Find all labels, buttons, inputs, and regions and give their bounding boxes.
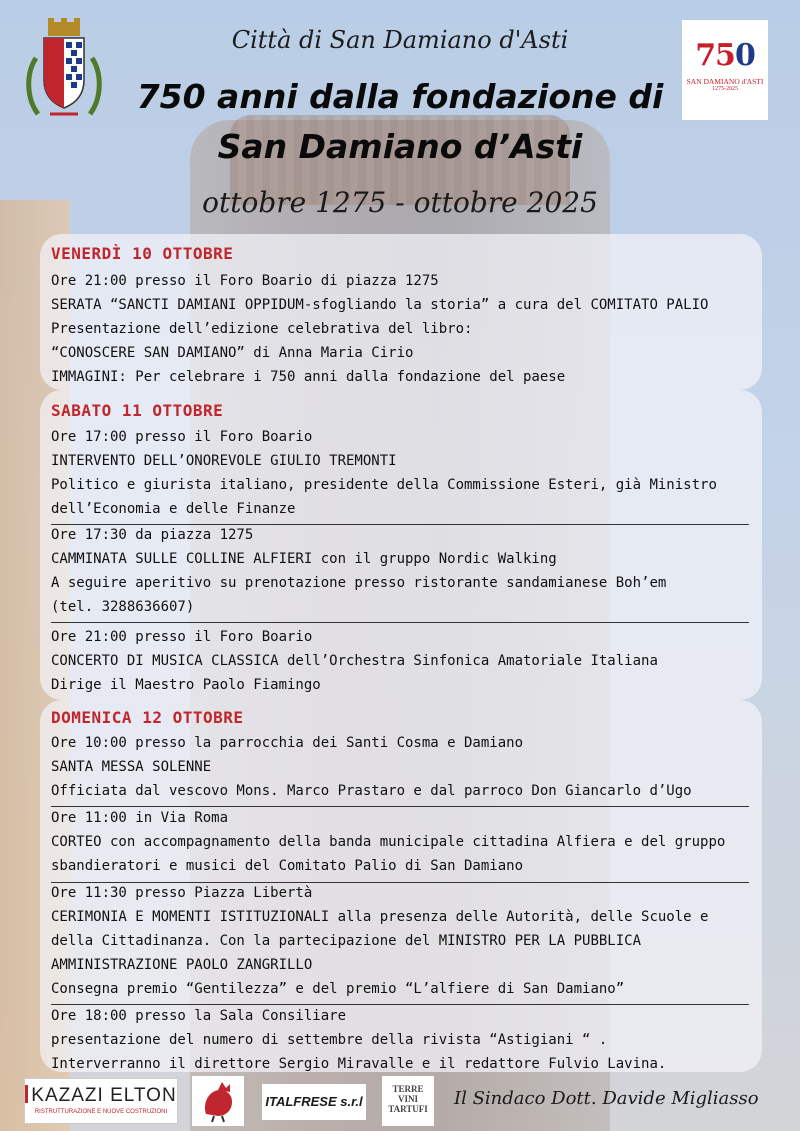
sponsor4-name: TERRE VINI TARTUFI (388, 1084, 428, 1114)
sponsor1-subtitle: RISTRUTTURAZIONE E NUOVE COSTRUZIONI (34, 1109, 168, 1115)
event-line: AMMINISTRAZIONE PAOLO ZANGRILLO (51, 957, 313, 973)
event-line: Ore 21:00 presso il Foro Boario (51, 629, 313, 645)
event-line: A seguire aperitivo su prenotazione presso ristorante sandamianese Boh’em (51, 575, 667, 591)
date-range: ottobre 1275 - ottobre 2025 (202, 186, 598, 219)
event-line: CAMMINATA SULLE COLLINE ALFIERI con il gruppo Nordic Walking (51, 551, 557, 567)
event-divider (51, 524, 749, 525)
page-title (100, 72, 700, 172)
sponsor-terre-vini-tartufi-logo (382, 1076, 434, 1126)
event-line: (tel. 3288636607) (51, 599, 195, 615)
logo-line1: SAN DAMIANO d'ASTI (686, 77, 764, 86)
title-line-2: San Damiano d’Asti (217, 127, 583, 166)
event-divider (51, 622, 749, 623)
day-title: VENERDÌ 10 OTTOBRE (51, 244, 234, 263)
logo-number-zero: 0 (734, 38, 755, 73)
event-divider (51, 882, 749, 883)
event-line: Politico e giurista italiano, presidente della Commissione Esteri, già Ministro (51, 477, 717, 493)
sponsor1-name: KAZAZI ELTON (31, 1085, 177, 1106)
mayor-signature: Il Sindaco Dott. Davide Migliasso (454, 1088, 759, 1109)
sponsor3-name: ITALFRESE s.r.l (265, 1094, 363, 1109)
event-divider (51, 806, 749, 807)
day-title: SABATO 11 OTTOBRE (51, 401, 224, 420)
event-line: Ore 11:30 presso Piazza Libertà (51, 885, 313, 901)
event-line: CORTEO con accompagnamento della banda municipale cittadina Alfiera e del gruppo (51, 834, 726, 850)
event-line: Officiata dal vescovo Mons. Marco Prastaro e dal parroco Don Giancarlo d’Ugo (51, 783, 692, 799)
day-title: DOMENICA 12 OTTOBRE (51, 708, 244, 727)
title-line-1: 750 anni dalla fondazione di (136, 77, 664, 116)
event-line: Ore 10:00 presso la parrocchia dei Santi Cosma e Damiano (51, 735, 524, 751)
event-line: Ore 18:00 presso la Sala Consiliare (51, 1008, 347, 1024)
sponsor-kazazi-logo (24, 1078, 178, 1124)
event-line: della Cittadinanza. Con la partecipazione del MINISTRO PER LA PUBBLICA (51, 933, 642, 949)
event-line: dell’Economia e delle Finanze (51, 501, 296, 517)
logo-number: 75 (695, 38, 735, 73)
event-line: CERIMONIA E MOMENTI ISTITUZIONALI alla presenza delle Autorità, delle Scuole e (51, 909, 709, 925)
event-line: Ore 17:30 da piazza 1275 (51, 527, 254, 543)
event-line: SERATA “SANCTI DAMIANI OPPIDUM-sfogliando la storia” a cura del COMITATO PALIO (51, 297, 709, 313)
rooster-icon (192, 1076, 244, 1126)
event-line: IMMAGINI: Per celebrare i 750 anni dalla fondazione del paese (51, 369, 566, 385)
sponsor-bar (0, 1074, 800, 1131)
event-line: CONCERTO DI MUSICA CLASSICA dell’Orchestra Sinfonica Amatoriale Italiana (51, 653, 658, 669)
event-line: Ore 11:00 in Via Roma (51, 810, 229, 826)
event-line: Interverranno il direttore Sergio Miravalle e il redattore Fulvio Lavina. (51, 1056, 667, 1072)
city-name: Città di San Damiano d'Asti (231, 26, 569, 54)
event-line: Ore 17:00 presso il Foro Boario (51, 429, 313, 445)
event-line: Consegna premio “Gentilezza” e del premio “L’alfiere di San Damiano” (51, 981, 625, 997)
event-line: sbandieratori e musici del Comitato Palio di San Damiano (51, 858, 524, 874)
event-line: “CONOSCERE SAN DAMIANO” di Anna Maria Cirio (51, 345, 414, 361)
event-line: SANTA MESSA SOLENNE (51, 759, 212, 775)
sponsor-italfrese-logo (262, 1084, 366, 1120)
logo-line2: 1275-2025 (712, 86, 738, 92)
event-line: presentazione del numero di settembre della rivista “Astigiani “ . (51, 1032, 608, 1048)
event-divider (51, 1004, 749, 1005)
event-line: INTERVENTO DELL’ONOREVOLE GIULIO TREMONTI (51, 453, 397, 469)
event-line: Dirige il Maestro Paolo Fiamingo (51, 677, 321, 693)
event-line: Presentazione dell’edizione celebrativa del libro: (51, 321, 473, 337)
event-line: Ore 21:00 presso il Foro Boario di piazza 1275 (51, 273, 439, 289)
